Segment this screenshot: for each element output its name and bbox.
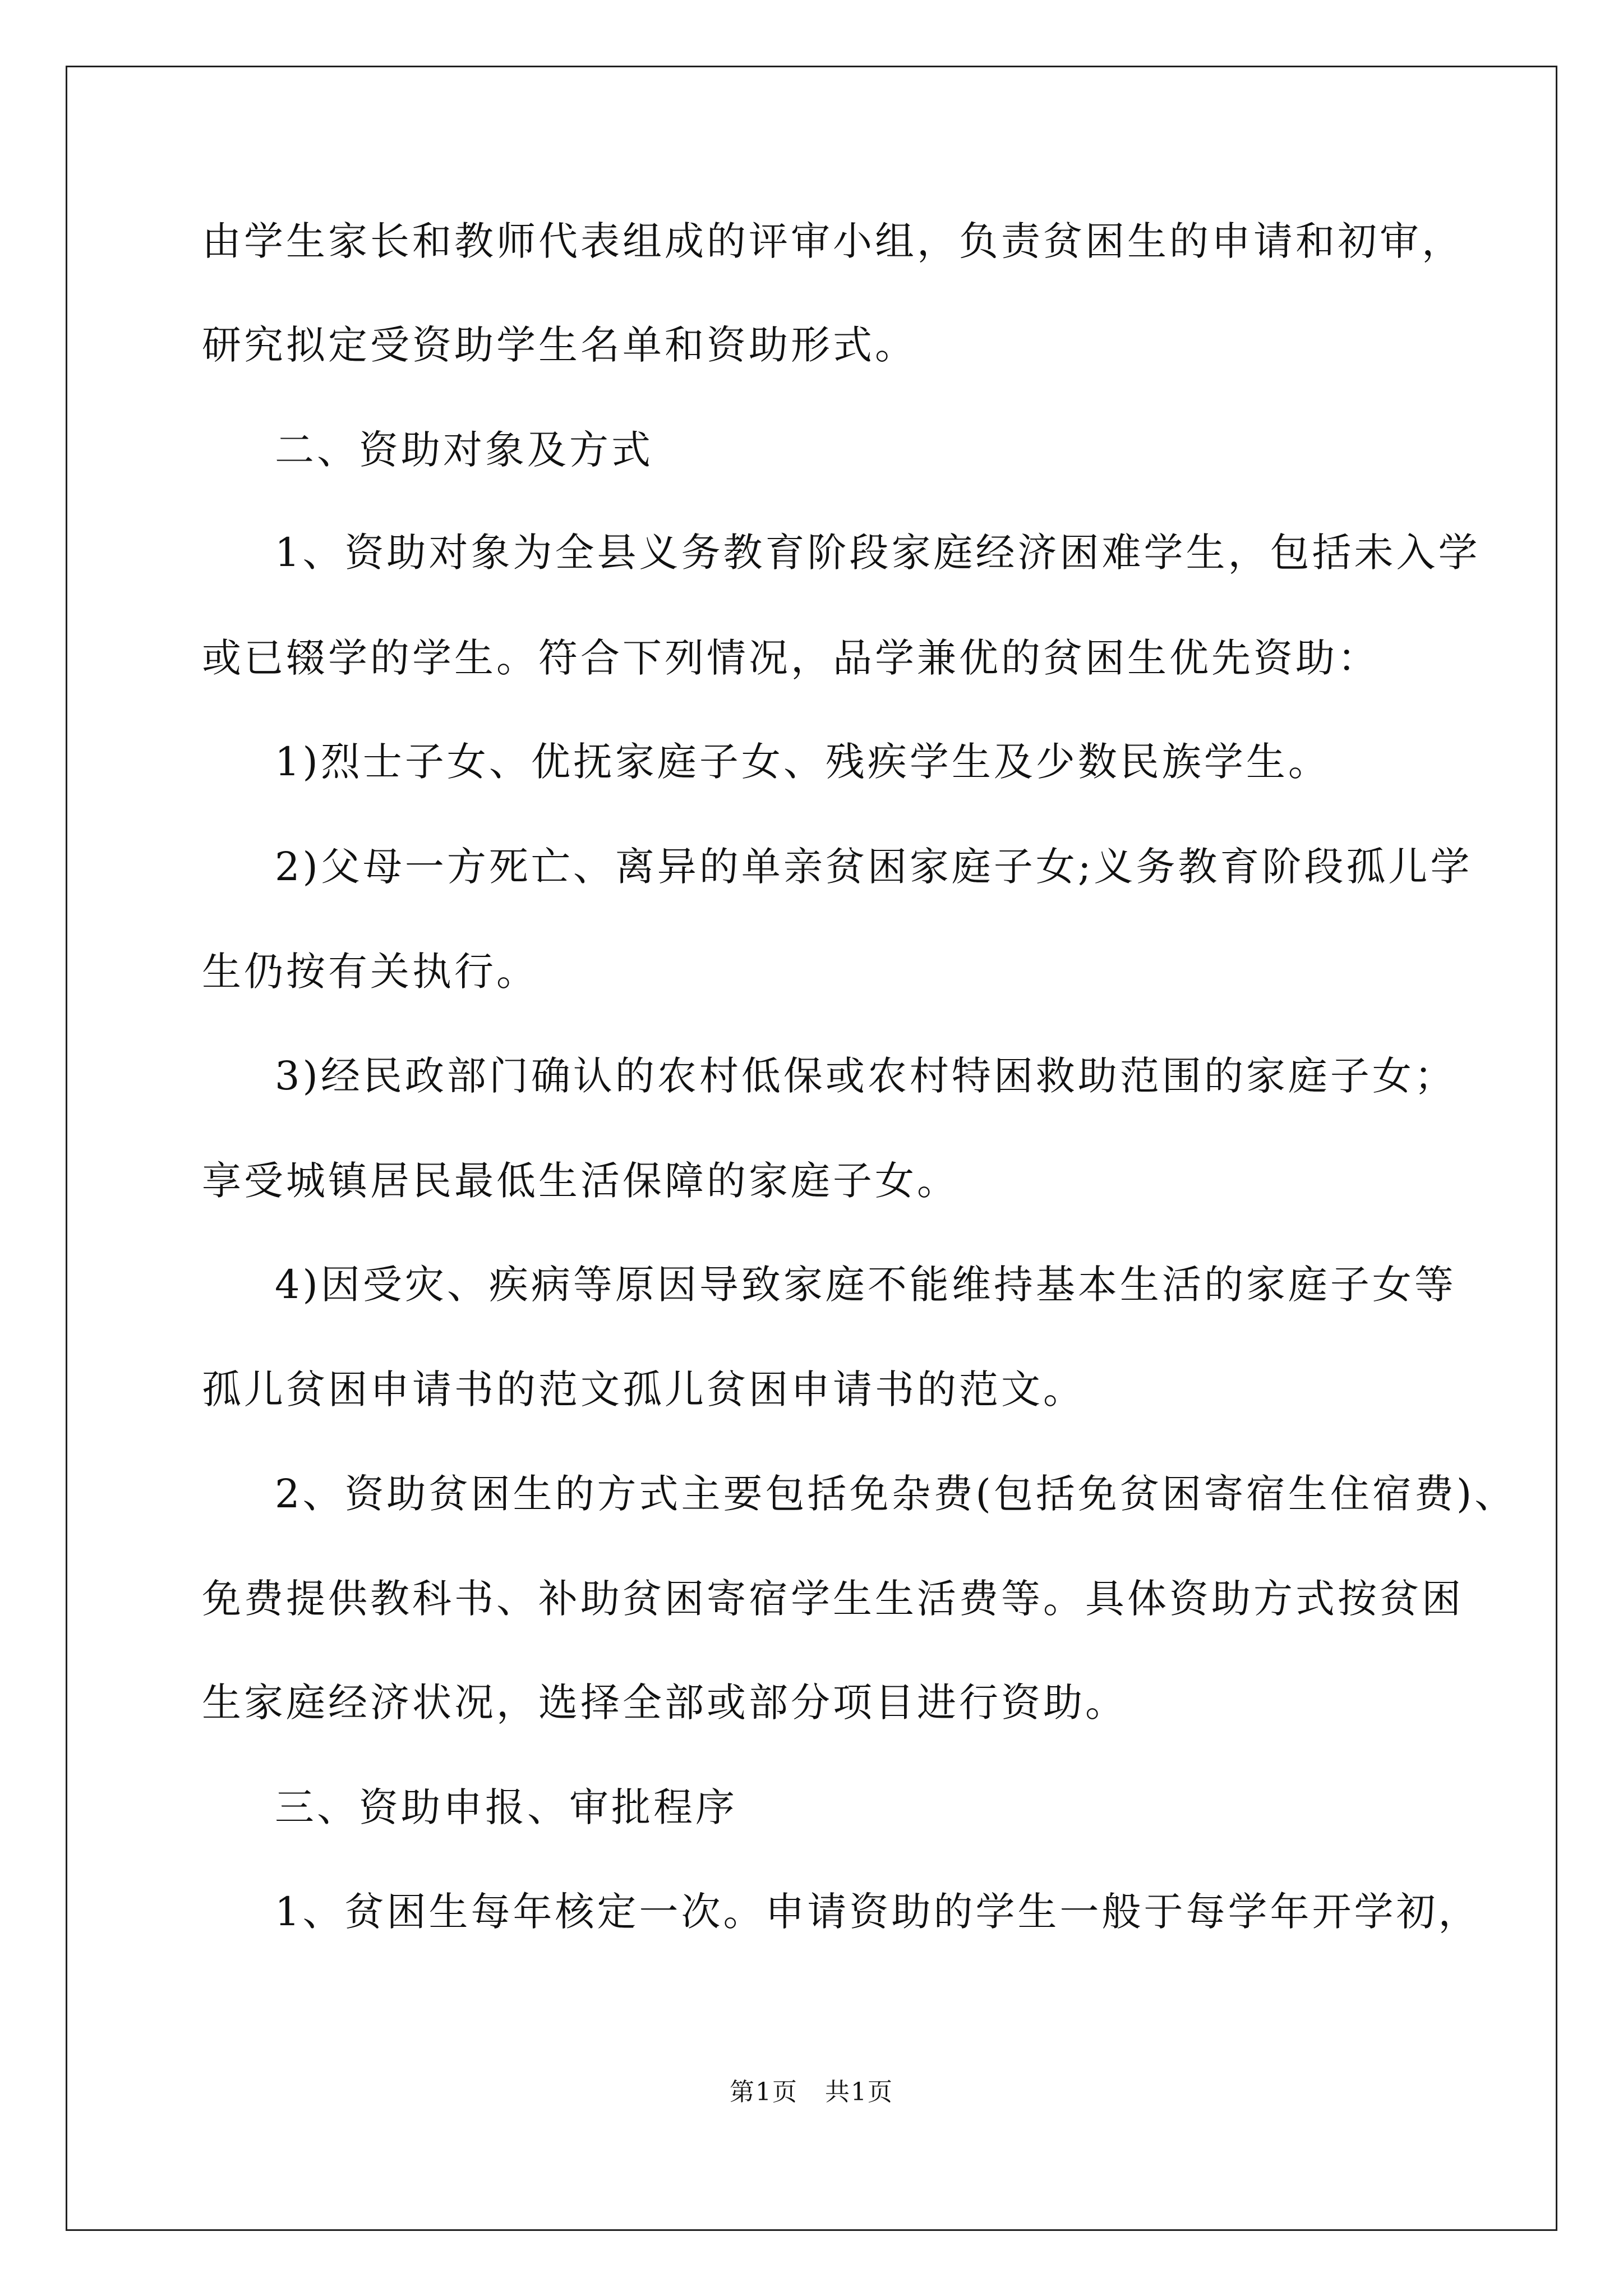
paragraph-line: 或已辍学的学生。符合下列情况，品学兼优的贫困生优先资助：: [202, 635, 1380, 681]
paragraph-line: 2、资助贫困生的方式主要包括免杂费(包括免贫困寄宿生住宿费)、: [275, 1471, 1517, 1517]
section-heading: 二、资助对象及方式: [275, 427, 653, 473]
paragraph-line: 研究拟定受资助学生名单和资助形式。: [202, 322, 917, 368]
paragraph-line: 1、贫困生每年核定一次。申请资助的学生一般于每学年开学初，: [275, 1889, 1481, 1935]
list-item: 2)父母一方死亡、离异的单亲贫困家庭子女;义务教育阶段孤儿学: [275, 844, 1473, 890]
page-footer: 第1页 共1页: [730, 2078, 893, 2106]
paragraph-line: 孤儿贫困申请书的范文孤儿贫困申请书的范文。: [202, 1366, 1085, 1412]
list-item: 3)经民政部门确认的农村低保或农村特困救助范围的家庭子女；: [275, 1053, 1456, 1099]
paragraph-line: 生家庭经济状况，选择全部或部分项目进行资助。: [202, 1680, 1127, 1726]
paragraph-line: 免费提供教科书、补助贫困寄宿学生生活费等。具体资助方式按贫困: [202, 1576, 1464, 1622]
paragraph-line: 享受城镇居民最低生活保障的家庭子女。: [202, 1158, 959, 1204]
list-item: 1)烈士子女、优抚家庭子女、残疾学生及少数民族学生。: [275, 739, 1330, 785]
paragraph-line: 由学生家长和教师代表组成的评审小组，负责贫困生的申请和初审，: [202, 218, 1464, 264]
section-heading: 三、资助申报、审批程序: [275, 1784, 737, 1830]
list-item: 4)因受灾、疾病等原因导致家庭不能维持基本生活的家庭子女等: [275, 1262, 1456, 1308]
paragraph-line: 1、资助对象为全县义务教育阶段家庭经济困难学生，包括未入学: [275, 530, 1481, 576]
paragraph-line: 生仍按有关执行。: [202, 949, 538, 995]
